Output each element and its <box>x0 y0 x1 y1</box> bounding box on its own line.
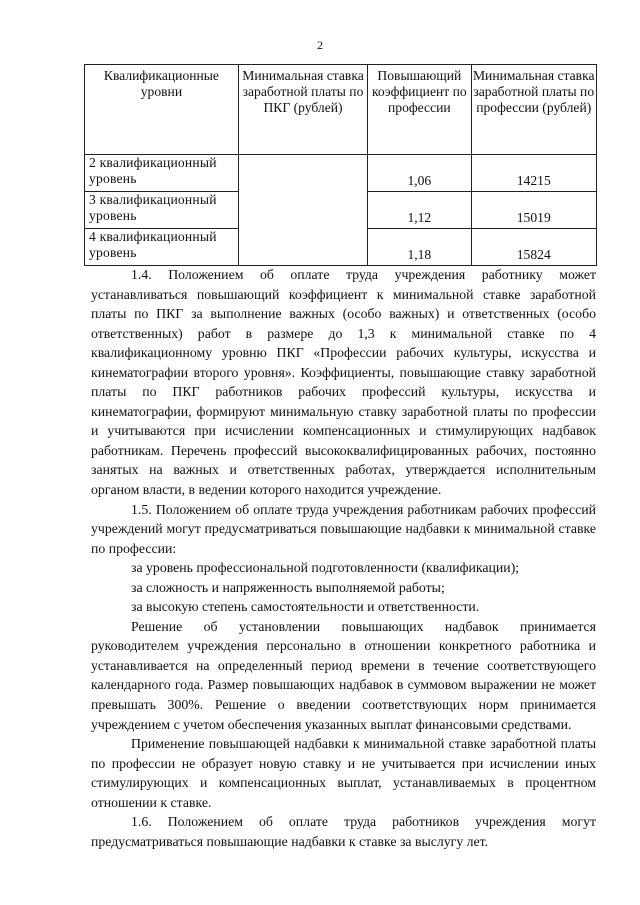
list-item: за высокую степень самостоятельности и ответственности. <box>131 599 480 615</box>
cell-level: 3 квалификационный уровень <box>85 192 239 229</box>
header-min-rate-profession: Минимальная ставка заработной платы по профессии (рублей) <box>471 65 597 155</box>
header-min-rate-pkg: Минимальная ставка заработной платы по ПКГ (рублей) <box>238 65 367 155</box>
cell-coefficient: 1,18 <box>368 229 471 266</box>
header-increasing-coefficient: Повышающий коэффициент по профессии <box>368 65 471 155</box>
paragraph-decision: Решение об установлении повышающих надбавок принимается руководителем учреждения персонально в отношении конкретного работника и устанавливается на определенный период времени в течение соответствующего календарного года. Размер повышающих надбавок в суммовом выражении не может превышать 300%. Решение о введении соответствующих норм принимается учреждением с учетом обеспечения указанных выплат финансовыми средствами. <box>91 618 596 732</box>
page-number: 2 <box>317 38 323 52</box>
table-header-row <box>85 65 597 155</box>
list-item: за уровень профессиональной подготовленности (квалификации); <box>131 560 520 576</box>
paragraph-application: Применение повышающей надбавки к минимальной ставке заработной платы по профессии не образует новую ставку и не учитывается при исчислении иных стимулирующих и компенсационных выплат, устанавливаемых в процентном отношении к ставке. <box>91 736 596 810</box>
cell-coefficient: 1,06 <box>368 155 471 192</box>
paragraph-1-4: 1.4. Положением об оплате труда учреждения работнику может устанавливаться повышающий коэффициент к минимальной ставке заработной платы по ПКГ за выполнение важных (особо важных) и ответственных (особо ответственных) работ в размере до 1,3 к минимальной ставке по 4 квалификационному уровню ПКГ «Профессии рабочих культуры, искусства и кинематографии второго уровня». Коэффициенты, повышающие ставку заработной платы по ПКГ работников рабочих профессий культуры, искусства и кинематографии, формируют минимальную ставку заработной платы по профессии и учитываются при исчислении компенсационных и стимулирующих надбавок работникам. Перечень профессий высококвалифицированных рабочих, постоянно занятых на важных и ответственных работах, утверждается исполнительным органом власти, в ведении которого находится учреждение. <box>91 267 596 498</box>
cell-rate: 15824 <box>471 229 597 266</box>
cell-level: 2 квалификационный уровень <box>85 155 239 192</box>
qualification-table <box>84 64 597 266</box>
cell-rate: 15019 <box>471 192 597 229</box>
cell-coefficient: 1,12 <box>368 192 471 229</box>
cell-level: 4 квалификационный уровень <box>85 229 239 266</box>
header-qualification-levels: Квалификационные уровни <box>85 65 239 155</box>
body-text <box>91 265 596 851</box>
table-row <box>85 155 597 192</box>
paragraph-1-6: 1.6. Положением об оплате труда работников учреждения могут предусматриваться повышающие надбавки к ставке за выслугу лет. <box>91 814 596 849</box>
cell-rate: 14215 <box>471 155 597 192</box>
cell-min-rate-pkg-empty <box>238 155 367 266</box>
paragraph-1-5: 1.5. Положением об оплате труда учреждения работникам рабочих профессий учреждений могут предусматриваться повышающие надбавки к минимальной ставке по профессии: <box>91 501 596 556</box>
list-item: за сложность и напряженность выполняемой работы; <box>131 579 445 595</box>
